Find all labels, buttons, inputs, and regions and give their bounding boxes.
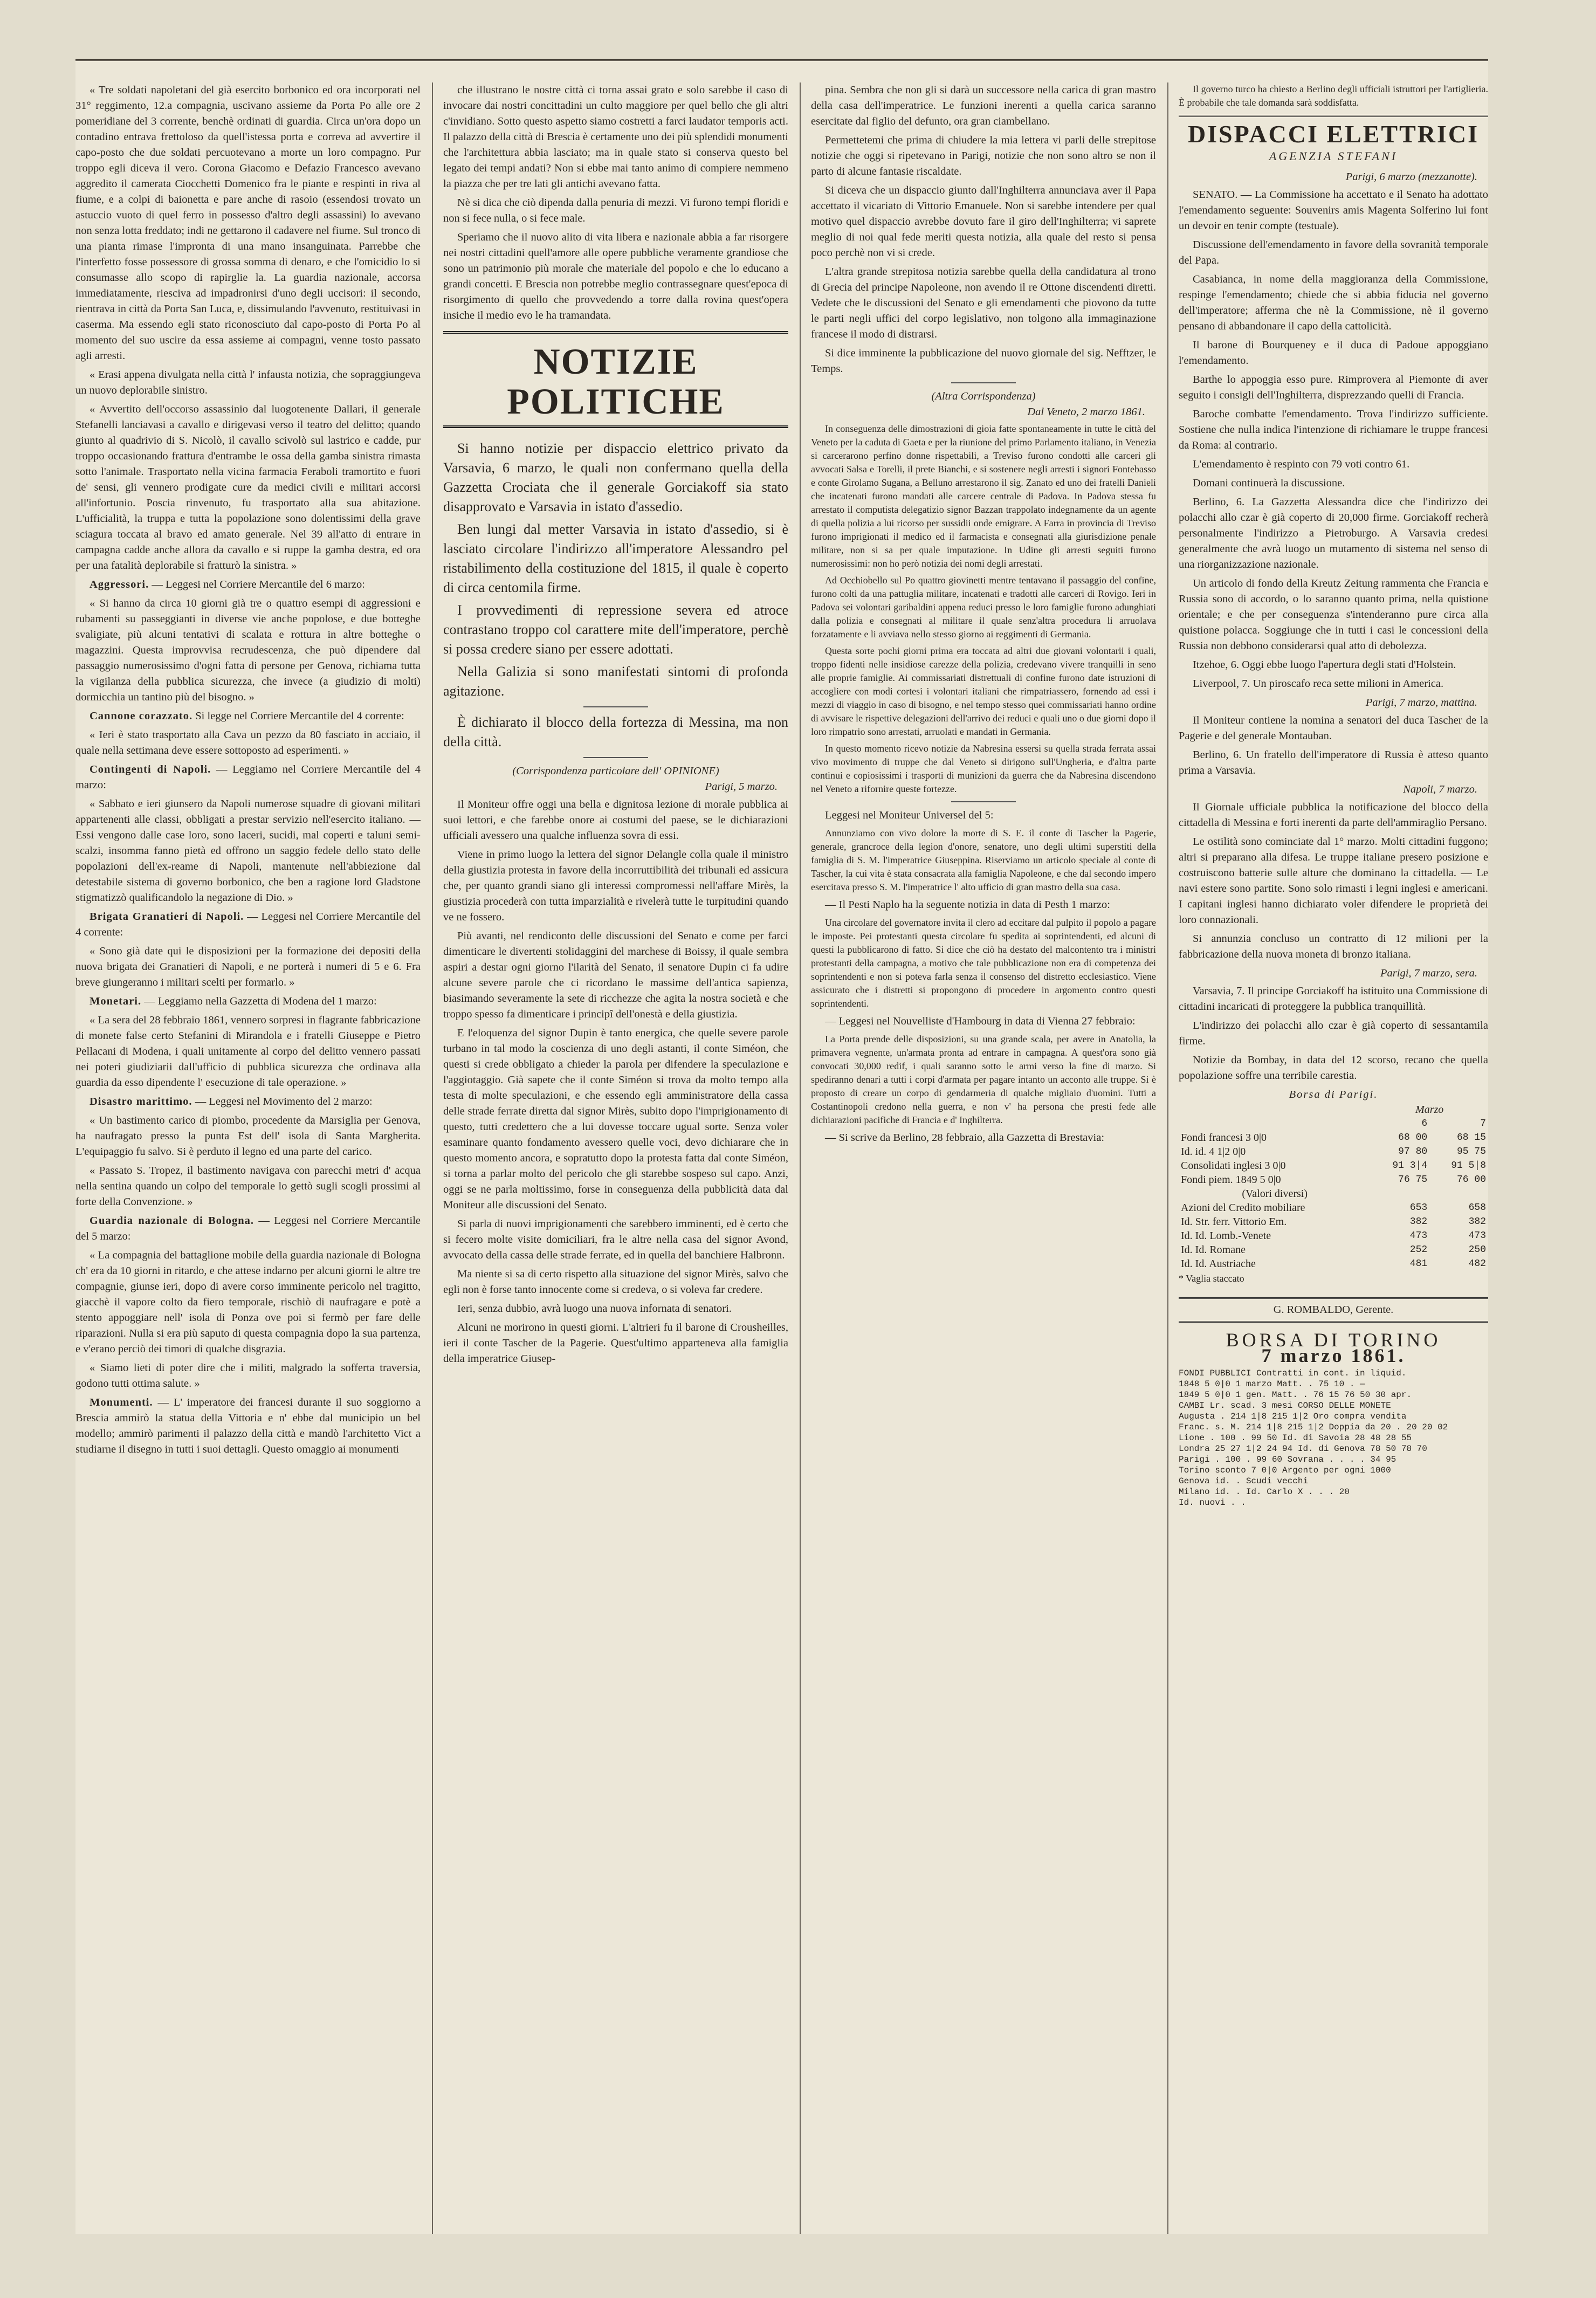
dispatch-paragraph: Il barone di Bourqueney e il duca di Padoue appoggiano l'emendamento. xyxy=(1179,339,1488,367)
article-paragraph: « Erasi appena divulgata nella città l' infausta notizia, che sopraggiungeva un nuovo deplorabile sinistro. xyxy=(75,369,421,396)
article-paragraph: Speriamo che il nuovo alito di vita libera e nazionale abbia a far risorgere nei nostri cittadini quell'amore alle opere pubbliche veramente grandiose che sono un patrimonio più morale che materiale del popolo e che lo educano a grandi concetti. E Brescia non potrebbe meglio contrassegnare quest'epoca di risorgimento di quello che provvedendo a torre dalla rovina quest'opera insiche il medio evo le ha tramandata. xyxy=(443,231,788,321)
article-paragraph: « Ieri è stato trasportato alla Cava un pezzo da 80 fasciato in acciaio, il quale nella settimana deve essere sottoposto ad esperimenti. » xyxy=(75,729,421,756)
borsa-parigi-table xyxy=(1179,1103,1488,1271)
table-row: Azioni del Credito mobiliare 653 658 xyxy=(1181,1202,1486,1214)
borsa-line: 1848 5 0|0 1 marzo Matt. . 75 10 . — xyxy=(1179,1379,1365,1389)
dispatch-paragraph: Barthe lo appoggia esso pure. Rimprovera al Piemonte di aver seguito i consigli dell'Inghilterra, disprezzando quelli di Francia. xyxy=(1179,374,1488,401)
dispatch-paragraph: Il Moniteur contiene la nomina a senatori del duca Tascher de la Pagerie e del generale Montauban. xyxy=(1179,714,1488,742)
article-paragraph: « Sono già date qui le disposizioni per la formazione dei depositi della nuova brigata dei Granatieri di Napoli, e ne porterà i numeri di 5 e 6. Fra breve giungeranno i militari scelti per formarlo. » xyxy=(75,945,421,988)
column-rule xyxy=(1167,82,1168,2234)
dispatch-paragraph: Itzehoe, 6. Oggi ebbe luogo l'apertura degli stati d'Holstein. xyxy=(1193,659,1456,671)
borsa-line: Id. nuovi . . xyxy=(1179,1498,1246,1508)
lead-paragraph: Nella Galizia si sono manifestati sintomi di profonda agitazione. xyxy=(443,664,788,699)
lead-paragraph: Si hanno notizie per dispaccio elettrico privato da Varsavia, 6 marzo, le quali non confermano quella della Gazzetta Crociata che il generale Gorciakoff sia stato disapprovato e Varsavia in istato d'assedio. xyxy=(443,441,788,514)
news-item xyxy=(75,1395,421,1457)
article-paragraph: « Tre soldati napoletani del già esercito borbonico ed ora incorporati nel 31° reggimento, 12.a compagnia, uscivano assieme da Porta Po alle ore 2 pomeridiane del 3 corrente, benchè ordinati di guardia. Circa un'ora dopo un contadino entrava frettoloso da quell'istessa porta e correva ad avvertire il capo-posto che due soldati percuotevano a morte un loro compagno. Pur troppo egli diceva il vero. Corona Giacomo e Defazio Francesco avevano aggredito il camerata Ciocchetti Domenico fra le piante e respinti in riva al fiume, e a colpi di baionetta e pare anche di rasoio (essendosi trovato un astuccio vuoto di quel ferro in possesso d'altro degli assassini) lo avevano non senza lotta freddato; indi ne gettarono il cadavere nel fiume. Sul tronco di una pianta rimase l'impronta di una mano insanguinata. Parrebbe che l'interfetto fosse possessore di grossa somma di denaro, e che l'omicidio lo si consumasse allo scopo di rapirglie la. La guardia nazionale, accorsa immediatamente, riesciva ad impadronirsi d'uno degli uccisori: il secondo, rientrava in città da Porta San Luca, e, dissimulando l'avvenuto, restituivasi in caserma. Ma essendo egli stato riconosciuto dal capo-posto di Porta Po al momento del suo uscire da essa assieme ai compagni, venne tosto passato agli arresti. xyxy=(75,84,421,362)
dispatch-paragraph: SENATO. — La Commissione ha accettato e il Senato ha adottato l'emendamento seguente: Souvenirs amis Magenta Solferino lui font un devoir en tenir compte (testuale). xyxy=(1179,189,1488,232)
section-header: DISPACCI ELETTRICI xyxy=(1187,120,1480,148)
dispatch-paragraph: Varsavia, 7. Il principe Gorciakoff ha istituito una Commissione di cittadini incaricati di proteggere la pubblica tranquillità. xyxy=(1179,985,1488,1013)
separator xyxy=(583,706,648,707)
article-paragraph: La Porta prende delle disposizioni, su una grande scala, per avere in Anatolia, la primavera vegnente, un'armata pronta ad entrare in campagna. A quest'ora sono già convocati 30,000 redif, i quali saranno sotto le armi verso la fine di marzo. Si spediranno denari a tutti i corpi d'armata per pagare intanto un acconto alle truppe. Si è proposto di creare un corpo di gendarmeria di qualche migliaio d'uomini. Tutti a Costantinopoli credono nella guerra, e non v' ha persona che presti fede alle dichiarazioni pacifiche di Francia e d' Inghilterra. xyxy=(811,1034,1156,1125)
dateline: Parigi, 5 marzo. xyxy=(705,781,778,793)
table-row: (Valori diversi) xyxy=(1242,1188,1308,1200)
lead-paragraph: Ben lungi dal metter Varsavia in istato d'assedio, si è lasciato circolare l'indirizzo all'imperatore Alessandro pel ristabilimento della costituzione del 1815, il quale è coperto di circa centomila firme. xyxy=(443,521,788,595)
borsa-line: Lione . 100 . 99 50 Id. di Savoia 28 48 28 55 xyxy=(1179,1433,1412,1443)
table-row: Consolidati inglesi 3 0|0 91 3|4 91 5|8 xyxy=(1181,1160,1486,1172)
news-source: — Leggesi nel Corriere Mercantile del 5 marzo: xyxy=(75,1215,421,1242)
article-paragraph: « Siamo lieti di poter dire che i militi, malgrado la sofferta traversia, godono tutti ottima salute. » xyxy=(75,1362,421,1389)
separator xyxy=(951,801,1016,802)
borsa-torino-date: 7 marzo 1861. xyxy=(1261,1345,1406,1366)
article-paragraph: che illustrano le nostre città ci torna assai grato e solo sarebbe il caso di invocare dai nostri concittadini un culto maggiore per quel bello che gli altri c'invidiano. Sotto questo aspetto siamo costretti a farci laudator temporis acti. Il palazzo della città di Brescia è certamente uno dei più splendidi monumenti che l'architettura abbia lasciato; ma in quale stato si conserva questo bel legato dei tempi andati? Non si ebbe mai tanto animo di compiere nemmeno la piazza che per tre lati gli antichi avevano fatta. xyxy=(443,84,788,190)
column-rule xyxy=(432,82,433,2234)
article-paragraph: — Si scrive da Berlino, 28 febbraio, alla Gazzetta di Brestavia: xyxy=(825,1132,1105,1144)
dateline: Parigi, 7 marzo, mattina. xyxy=(1365,697,1477,708)
dispatch-paragraph: Domani continuerà la discussione. xyxy=(1193,477,1345,489)
article-paragraph: Ma niente si sa di certo rispetto alla situazione del signor Mirès, salvo che egli non è forse tanto innocente come si credeva, o si voleva far credere. xyxy=(443,1268,788,1296)
article-paragraph: Annunziamo con vivo dolore la morte di S. E. il conte di Tascher la Pagerie, generale, grancroce della legion d'onore, senatore, uno degli ultimi superstiti della famiglia di S. M. l'imperatrice Giuseppina. Riserviamo un articolo speciale al conte di Tascher, la cui vita è stata consacrata alla famiglia Napoleone, e che dal secondo impero esercitava presso S. M. l'imperatrice l' alto ufficio di gran mastro della sua casa. xyxy=(811,828,1156,892)
dispatch-paragraph: L'indirizzo dei polacchi allo czar è già coperto di sessantamila firme. xyxy=(1179,1020,1488,1047)
section-banner: NOTIZIE POLITICHE xyxy=(443,331,788,428)
news-source: — Leggesi nel Corriere Mercantile del 6 marzo: xyxy=(152,579,365,590)
article-paragraph: Si parla di nuovi imprigionamenti che sarebbero imminenti, ed è certo che si fecero molte visite domiciliari, fra le altre nella casa del signor Avond, avvocato della cassa delle strade ferrate, ed in quella del banchiere Halbronn. xyxy=(443,1218,788,1261)
borsa-line: Torino sconto 7 0|0 Argento per ogni 1000 xyxy=(1179,1466,1391,1475)
news-source: — Leggiamo nel Corriere Mercantile del 4 marzo: xyxy=(75,763,421,791)
borsa-line: FONDI PUBBLICI Contratti in cont. in liquid. xyxy=(1179,1368,1407,1378)
article-paragraph: Ad Occhiobello sul Po quattro giovinetti mentre tentavano il passaggio del confine, furono colti da una pattuglia militare, incatenati e tradotti alle carceri di Rovigo. Ieri in Padova sei volontari garibaldini appena reduci presso le loro famiglie furono adunghiati dalla polizia e consegnati al militare il quale senz'altra procedura li arruolava forzatamente e li avviava nello stesso giorno ai reggimenti di Germania. xyxy=(811,575,1156,639)
news-source: Si legge nel Corriere Mercantile del 4 corrente: xyxy=(195,710,404,722)
article-paragraph: « La compagnia del battaglione mobile della guardia nazionale di Bologna ch' era da 10 giorni in ritardo, e che attese indarno per alcuni giorni le altre tre compagnie, giunse ieri, dopo di avere corso imminente pericolo nel tragitto, giacchè il vapore colto da fiero temporale, rischiò di naufragare e potè a stento appoggiare nell' isola di Ponza ove poi si fermò per fare delle riparazioni. Nulla si era più saputo di questa compagnia dopo la sua partenza, e v'erano perciò dei timori di qualche disgrazia. xyxy=(75,1249,421,1355)
footnote: * Vaglia staccato xyxy=(1179,1273,1244,1284)
column-2 xyxy=(443,82,788,2234)
article-paragraph: « Si hanno da circa 10 giorni già tre o quattro esempi di aggressioni e rubamenti su passeggianti in diverse vie anche popolose, e due botteghe svaligiate, più alcuni tentativi di scalata e rottura in altre botteghe o magazzini. Questa improvvisa recrudescenza, che può dipendere dal passaggio numerosissimo d'ogni fatta di persone per Genova, richiama tutta la vigilanza della pubblica sicurezza, che invece (a giudizio di molti) dormicchia un tantino più del bisogno. » xyxy=(75,597,421,703)
lead-paragraph: È dichiarato il blocco della fortezza di Messina, ma non della città. xyxy=(443,714,788,749)
news-kicker: Brigata Granatieri di Napoli. xyxy=(90,911,244,923)
dateline: Parigi, 7 marzo, sera. xyxy=(1380,967,1477,979)
article-paragraph: « Sabbato e ieri giunsero da Napoli numerose squadre di giovani militari appartenenti alle classi, obbligati a prestar servizio nell'esercito italiano. — Essi vengono dalle case loro, sono laceri, sucidi, mal coperti e taluni semi-scalzi, insomma fanno pietà ed offrono un saggio fedele dello stato delle popolazioni dell'ex-reame di Napoli, mantenute nell'abbiezione dal detestabile sistema di governo borbonico, che ben a ragione lord Gladstone stigmatizzò qualificandolo la negazione di Dio. » xyxy=(75,798,421,904)
article-paragraph: Alcuni ne morirono in questi giorni. L'altrieri fu il barone di Crousheilles, ieri il conte Tascher de la Pagerie. Quest'ultimo apparteneva alla famiglia della imperatrice Giusep- xyxy=(443,1322,788,1365)
table-header: 7 xyxy=(1480,1118,1486,1129)
news-item xyxy=(75,577,421,593)
table-row: Id. Id. Austriache 481 482 xyxy=(1181,1258,1486,1270)
separator xyxy=(951,382,1016,383)
news-kicker: Cannone corazzato. xyxy=(90,710,193,722)
table-row: Id. Id. Lomb.-Venete 473 473 xyxy=(1181,1230,1486,1242)
article-paragraph: L'altra grande strepitosa notizia sarebbe quella della candidatura al trono di Grecia del principe Napoleone, non avendo il re Ottone discendenti diretti. Vedete che le discussioni del Senato e gli emendamenti che piovono da tutte le parti negli uffici del corpo legislativo, non tolgono alla immaginazione francese il modo di distrarsi. xyxy=(811,266,1156,340)
gerente-signature: G. ROMBALDO, Gerente. xyxy=(1179,1297,1488,1323)
borsa-line: Genova id. . Scudi vecchi xyxy=(1179,1476,1309,1486)
table-row: Fondi piem. 1849 5 0|0 76 75 76 00 xyxy=(1181,1174,1486,1186)
dispatch-paragraph: Un articolo di fondo della Kreutz Zeitung rammenta che Francia e Russia sono di accordo, o lo saranno quanto prima, nella quistione orientale; e che per conseguenza s'intenderanno pure circa alla quistione polacca. Soggiunge che in tutti i casi le concessioni della Russia non debbono considerarsi qual atto di debolezza. xyxy=(1179,577,1488,652)
news-item xyxy=(75,1213,421,1244)
dispatch-paragraph: Berlino, 6. Un fratello dell'imperatore di Russia è atteso quanto prima a Varsavia. xyxy=(1179,749,1488,776)
dispatch-paragraph: Discussione dell'emendamento in favore della sovranità temporale del Papa. xyxy=(1179,239,1488,266)
news-kicker: Aggressori. xyxy=(90,579,149,590)
news-item xyxy=(75,708,421,724)
article-paragraph: — Il Pesti Naplo ha la seguente notizia in data di Pesth 1 marzo: xyxy=(825,899,1110,911)
column-rule xyxy=(800,82,801,2234)
dispatch-paragraph: Berlino, 6. La Gazzetta Alessandra dice che l'indirizzo dei polacchi allo czar è già coperto di 20,000 firme. Gorciakoff recherà personalmente l'indirizzo a Pietroburgo. A Varsavia credesi generalmente che avrà luogo un mutamento di sistema nel senso di una riorganizzazione nazionale. xyxy=(1179,496,1488,570)
news-kicker: Guardia nazionale di Bologna. xyxy=(90,1215,254,1227)
dispatch-paragraph: L'emendamento è respinto con 79 voti contro 61. xyxy=(1193,458,1410,470)
dispatch-paragraph: Casabianca, in nome della maggioranza della Commissione, respinge l'emendamento; chiede che si abbia fiducia nel governo dell'imperatore; afferma che nè la Commissione, nè il governo pensano di abbandonare il capo della cattolicità. xyxy=(1179,273,1488,332)
borsa-line: Milano id. . Id. Carlo X . . . 20 xyxy=(1179,1487,1350,1497)
article-paragraph: In questo momento ricevo notizie da Nabresina essersi su quella strada ferrata assai vivo movimento di truppe che dal Veneto si dirigono sull'Ungheria, e d'altra parte continui e copiosissimi i trasporti di munizioni da guerra che da Nabresina discendono nel Veneto a rifornire queste fortezze. xyxy=(811,743,1156,794)
dispatch-paragraph: Il Giornale ufficiale pubblica la notificazione del blocco della cittadella di Messina e forti inerenti da parte dell'ammiraglio Persano. xyxy=(1179,801,1488,829)
article-paragraph: « La sera del 28 febbraio 1861, vennero sorpresi in flagrante fabbricazione di monete false certo Stefanini di Mirandola e i fratelli Giuseppe e Pietro Pellacani di Modena, i quali unitamente al corpo del delitto vennero passati nei poteri giudiziarii dall'ufficio di pubblica sicurezza che ordinava alla guardia da esso dipendente l' esecuzione di tale operazione. » xyxy=(75,1014,421,1089)
article-paragraph: Leggesi nel Moniteur Universel del 5: xyxy=(825,809,994,821)
news-kicker: Disastro marittimo. xyxy=(90,1096,192,1107)
column-4 xyxy=(1179,82,1488,2234)
news-item xyxy=(75,994,421,1009)
table-row: Id. Id. Romane 252 250 xyxy=(1181,1244,1486,1256)
article-paragraph: Questa sorte pochi giorni prima era toccata ad altri due giovani volontarii i quali, troppo fidenti nelle insidiose carezze della polizia, credevano vivere tranquilli in seno alle proprie famiglie. Ai commissariati distrettuali di confine furono date istruzioni di accogliere con modi cortesi i volontari italiani che rimpatriassero, fornendo ad essi i mezzi di viaggio in caso di bisogno, e nel tempo stesso quei commissariati hanno ordine di avvisare le rispettive delegazioni dell'arrivo dei reduci e quali uno o due giorni dopo il loro rimpatrio sono arrestati, arruolati e mandati in Germania. xyxy=(811,645,1156,737)
news-source: — Leggesi nel Corriere Mercantile del 4 corrente: xyxy=(75,911,421,938)
borsa-line: Augusta . 214 1|8 215 1|2 Oro compra vendita xyxy=(1179,1412,1407,1421)
article-paragraph: Una circolare del governatore invita il clero ad eccitare dal pulpito il popolo a pagare le imposte. Pei protestanti questa circolare fu spedita ai soprintendenti, ed alcuni di questi la pubblicarono di fatto. Si dice che ciò ha destato del malcontento tra i ministri protestanti della campagna, a motivo che tale pubblicazione non era di competenza dei soprintendenti e non si poteva farla senza il consenso del distretto ecclesiastico. Viene assicurato che i distretti si propongono di procedere in argomento contro questi soprintendenti. xyxy=(811,917,1156,1009)
lead-paragraph: I provvedimenti di repressione severa ed atroce contrastano troppo col carattere mite dell'imperatore, perchè si possa credere siano per essere adottati. xyxy=(443,602,788,657)
news-item xyxy=(75,762,421,793)
article-paragraph: Viene in primo luogo la lettera del signor Delangle colla quale il ministro della giustizia protesta in favore della incorruttibilità dei tribunali ed assicura che, per quanto grandi siano gli interessi compromessi nell'affare Mirès, la giustizia procederà con tutta imparzialità e rivelerà tutte le turpitudini quando ve ne fossero. xyxy=(443,849,788,923)
table-header: 6 xyxy=(1421,1118,1428,1129)
news-kicker: Monetari. xyxy=(90,995,142,1007)
news-item xyxy=(75,909,421,940)
article-paragraph: « Un bastimento carico di piombo, procedente da Marsiglia per Genova, ha naufragato presso la punta Est dell' isola di Santa Margherita. L'equipaggio fu salvo. Si è perduto il legno ed una parte del carico. xyxy=(75,1114,421,1158)
borsa-line: Parigi . 100 . 99 60 Sovrana . . . . 34 95 xyxy=(1179,1455,1396,1464)
article-paragraph: E l'eloquenza del signor Dupin è tanto energica, che quelle severe parole turbano in tal modo la coscienza di uno degli astanti, il conte Siméon, che questi si crede obbligato a chieder la parola per difendere la speculazione e l'aggiotaggio. Già sapete che il conte Siméon si trova da molto tempo alla testa di molte speculazioni, e che essendo egli amministratore della cassa delle strade ferrate diretta dal signor Mirès, subito dopo l'imprigionamento di questo, tutti credettero che a lui dovesse toccare ugual sorte. Senza voler esaminare quanto fondamento avessero quelle voci, devo dichiarare che in questo momento ancora, e sopratutto dopo la protesta fatta dal conte Siméon, si torna a parlar molto del pericolo che gli starebbe sospeso sul capo. Anzi, oggi se ne parla moltissimo, forse in conseguenza della pubblicità data dal Moniteur alle discussioni del Senato. xyxy=(443,1027,788,1211)
table-header: Marzo xyxy=(1415,1104,1444,1116)
newspaper-page xyxy=(75,59,1488,2234)
news-kicker: Monumenti. xyxy=(90,1396,153,1408)
article-paragraph: Il governo turco ha chiesto a Berlino degli ufficiali istruttori per l'artiglieria. È probabile che tale domanda sarà soddisfatta. xyxy=(1179,84,1488,108)
dispatch-paragraph: Liverpool, 7. Un piroscafo reca sette milioni in America. xyxy=(1193,678,1444,690)
borsa-parigi-title: Borsa di Parigi. xyxy=(1289,1089,1378,1100)
table-row: Id. id. 4 1|2 0|0 97 80 95 75 xyxy=(1181,1146,1486,1158)
article-paragraph: Nè si dica che ciò dipenda dalla penuria di mezzi. Vi furono tempi floridi e non si fece nulla, o si fece male. xyxy=(443,197,788,224)
article-paragraph: Ieri, senza dubbio, avrà luogo una nuova infornata di senatori. xyxy=(457,1303,732,1315)
borsa-line: CAMBI Lr. scad. 3 mesi CORSO DELLE MONETE xyxy=(1179,1401,1391,1411)
dispatch-paragraph: Si annunzia concluso un contratto di 12 milioni per la fabbricazione della nuova moneta di bronzo italiana. xyxy=(1179,933,1488,960)
dispatch-paragraph: Notizie da Bombay, in data del 12 scorso, recano che quella popolazione soffre una terribile carestia. xyxy=(1179,1054,1488,1082)
borsa-line: Franc. s. M. 214 1|8 215 1|2 Doppia da 20 . 20 20 02 xyxy=(1179,1422,1448,1432)
article-paragraph: In conseguenza delle dimostrazioni di gioia fatte spontaneamente in tutte le città del Veneto per la caduta di Gaeta e per la riunione del primo Parlamento italiano, in Venezia si carcerarono perfino donne rispettabili, a Treviso furono condotti alle carceri gli avvocati Salsa e Torelli, il prete Bianchi, e si sostenere negli arresti i signori Fontebasso e conte Girolamo Sugana, a Belluno arrestarono il sig. Zanato ed uno dei fratelli Danieli che incatenati furono mandati alle carcere centrale di Padova. In Padova stessa fu arrestato il computista delegatizio signor Bazzan trappolato indegnamente da un agente di quella polizia a lui ricorso per sussidii onde emigrare. A Farra in provincia di Treviso furono imprigionati il medico ed il farmacista e consegnati alla giurisdizione penale militare, non si sa per quale imputazione. In Udine gli arresti seguiti furono numerosissimi: non ho però notizia dei nomi degli arrestati. xyxy=(811,423,1156,569)
correspondence-label: (Altra Corrispondenza) xyxy=(931,390,1036,402)
dateline: Parigi, 6 marzo (mezzanotte). xyxy=(1345,171,1477,183)
article-paragraph: — Leggesi nel Nouvelliste d'Hambourg in data di Vienna 27 febbraio: xyxy=(825,1015,1136,1027)
table-row: Fondi francesi 3 0|0 68 00 68 15 xyxy=(1181,1132,1486,1144)
dateline: Dal Veneto, 2 marzo 1861. xyxy=(1027,406,1145,418)
article-paragraph: Permettetemi che prima di chiudere la mia lettera vi parli delle strepitose notizie che oggi si ripetevano in Parigi, notizie che non sono altro se non il parto di alcune fantasie riscaldate. xyxy=(811,134,1156,177)
article-paragraph: pina. Sembra che non gli si darà un successore nella carica di gran mastro della casa dell'imperatrice. Le funzioni inerenti a quella carica saranno esercitate dal figlio del defunto, ora gran ciambellano. xyxy=(811,84,1156,127)
table-row: Id. Str. ferr. Vittorio Em. 382 382 xyxy=(1181,1216,1486,1228)
news-item xyxy=(75,1094,421,1110)
column-3 xyxy=(811,82,1156,2234)
dateline: Napoli, 7 marzo. xyxy=(1403,783,1477,795)
article-paragraph: Si diceva che un dispaccio giunto dall'Inghilterra annunciava aver il Papa accettato il vicariato di Vittorio Emanuele. Non si sarebbe intendere per qual motivo quel dispaccio avrebbe dovuto fare il giro dell'Inghilterra; vi saprete meglio di noi qual fede meriti questa notizia, alla quale del resto si pensa poco perchè non vi si crede. xyxy=(811,184,1156,259)
article-paragraph: « Passato S. Tropez, il bastimento navigava con parecchi metri d' acqua nella sentina quando un colpo del temporale lo gettò sugli scogli prossimi al forte della Convenzione. » xyxy=(75,1165,421,1208)
separator xyxy=(583,757,648,758)
section-subheader: AGENZIA STEFANI xyxy=(1269,149,1398,163)
correspondence-label: (Corrispondenza particolare dell' OPINIONE) xyxy=(512,765,719,777)
borsa-line: 1849 5 0|0 1 gen. Matt. . 76 15 76 50 30 apr. xyxy=(1179,1390,1412,1400)
news-source: — Leggesi nel Movimento del 2 marzo: xyxy=(195,1096,373,1107)
article-paragraph: Il Moniteur offre oggi una bella e dignitosa lezione di morale pubblica ai suoi lettori, e che farebbe onore ai costumi del paese, se le dichiarazioni ufficiali avessero una qualche influenza sovra di essi. xyxy=(443,799,788,842)
dispatch-paragraph: Le ostilità sono cominciate dal 1° marzo. Molti cittadini fuggono; altri si preparano alla difesa. Le truppe italiane presero posizione e costruiscono batterie sulle alture che dominano la cittadella. — Le navi estere sono partite. Sono solo rimasti i legni inglesi e americani. I capitani inglesi hanno dichiarato voler difendere le proprietà dei loro connazionali. xyxy=(1179,836,1488,926)
borsa-line: Londra 25 27 1|2 24 94 Id. di Genova 78 50 78 70 xyxy=(1179,1444,1427,1454)
news-source: — Leggiamo nella Gazzetta di Modena del 1 marzo: xyxy=(144,995,377,1007)
article-paragraph: « Avvertito dell'occorso assassinio dal luogotenente Dallari, il generale Stefanelli lanciavasi a cavallo e dirigevasi verso il teatro del delitto; quando giunto al quadrivio di S. Nicolò, il cavallo scivolò sul lastrico e cadde, pur troppo occasionando frattura d'entrambe le ossa della gamba sinistra rimasta sotto l'animale. Trasportato nella vicina farmacia Feraboli tramortito e fuori de' sensi, gli vennero prodigate cure da medici civili e militari accorsi all'infortunio. Poscia rinvenuto, fu trasportato alla sua abitazione. L'ufficialità, la truppa e tutta la popolazione sono dolentissimi della grave sciagura toccata al bravo ed amato generale. Nel 39 all'atto di entrare in campagna cadde anche allora da cavallo e si ruppe la gamba destra, ed ora per una fatalità deplorabile si fratturò la sinistra. » xyxy=(75,403,421,572)
article-paragraph: Più avanti, nel rendiconto delle discussioni del Senato e come per farci dimenticare le divertenti stolidaggini del marchese di Boissy, il quale sembra aspiri a destar ogni giorno l'ilarità del Senato, il senatore Dupin ci fa udire alcune severe parole che ci ricordano le massime dell'antica sapienza, biasimando severamente la sete di ricchezze che agita la nostra società e che troppo spesso fa dimenticare i principî dell'onestà e della giustizia. xyxy=(443,930,788,1020)
news-kicker: Contingenti di Napoli. xyxy=(90,763,211,775)
article-paragraph: — L' imperatore dei francesi durante il suo soggiorno a Brescia ammirò la statua della Vittoria e n' ebbe dal municipio un bel modello; ammirò parimenti il palazzo della città e mandò l'architetto Vict a studiarne il disegno in tutti i suoi dettagli. Questo omaggio ai monumenti xyxy=(75,1396,421,1455)
dispatch-paragraph: Baroche combatte l'emendamento. Trova l'indirizzo sufficiente. Sostiene che nulla indica l'intenzione di richiamare le truppe francesi da Roma: al contrario. xyxy=(1179,408,1488,451)
article-paragraph: Si dice imminente la pubblicazione del nuovo giornale del sig. Nefftzer, le Temps. xyxy=(811,347,1156,375)
column-1 xyxy=(75,82,421,2234)
borsa-torino-title: BORSA DI TORINO xyxy=(1226,1329,1441,1351)
